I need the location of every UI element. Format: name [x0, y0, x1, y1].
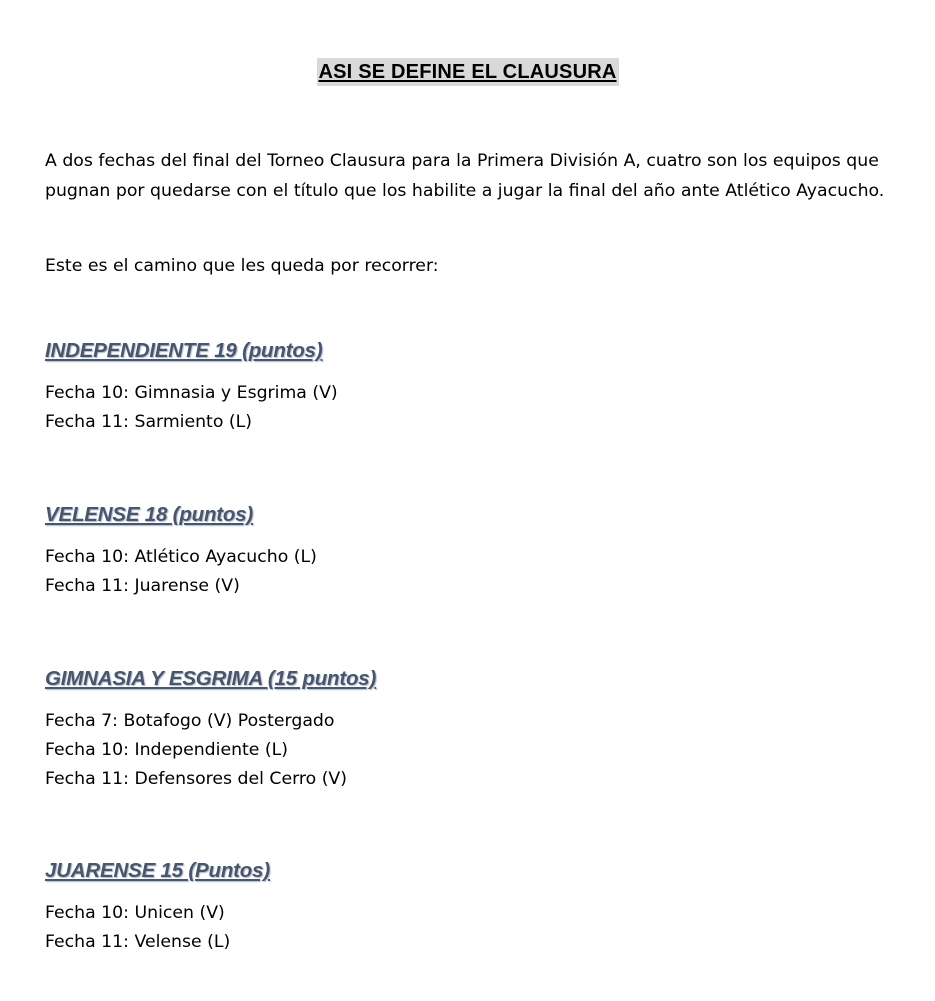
fixture-item: Fecha 11: Defensores del Cerro (V): [45, 769, 347, 789]
page-title: ASI SE DEFINE EL CLAUSURA: [317, 58, 619, 86]
fixture-item: Fecha 10: Atlético Ayacucho (L): [45, 547, 317, 567]
fixture-item: Fecha 10: Unicen (V): [45, 903, 225, 923]
fixture-list: [45, 899, 905, 957]
team-section-gimnasia-y-esgrima: [45, 665, 905, 794]
fixture-item: Fecha 10: Gimnasia y Esgrima (V): [45, 383, 338, 403]
team-heading: JUARENSE 15 (Puntos): [45, 859, 270, 882]
team-section-independiente: [45, 337, 905, 437]
team-section-juarense: [45, 857, 905, 957]
team-heading: GIMNASIA Y ESGRIMA (15 puntos): [45, 667, 377, 690]
fixture-item: Fecha 11: Velense (L): [45, 932, 231, 952]
fixture-list: [45, 543, 905, 601]
fixture-list: [45, 379, 905, 437]
fixture-item: Fecha 7: Botafogo (V) Postergado: [45, 711, 335, 731]
fixture-item: Fecha 10: Independiente (L): [45, 740, 289, 760]
fixture-item: Fecha 11: Sarmiento (L): [45, 412, 253, 432]
fixture-list: [45, 707, 905, 794]
title-container: [0, 58, 935, 86]
team-heading: VELENSE 18 (puntos): [45, 503, 254, 526]
team-heading: INDEPENDIENTE 19 (puntos): [45, 339, 323, 362]
intro-paragraph: A dos fechas del final del Torneo Clausura para la Primera División A, cuatro son los equipos que pugnan por quedarse con el título que los habilite a jugar la final del año ante Atlético Ayacucho.: [45, 151, 885, 201]
team-section-velense: [45, 501, 905, 601]
fixture-item: Fecha 11: Juarense (V): [45, 576, 240, 596]
lead-paragraph: Este es el camino que les queda por recorrer:: [45, 256, 439, 276]
